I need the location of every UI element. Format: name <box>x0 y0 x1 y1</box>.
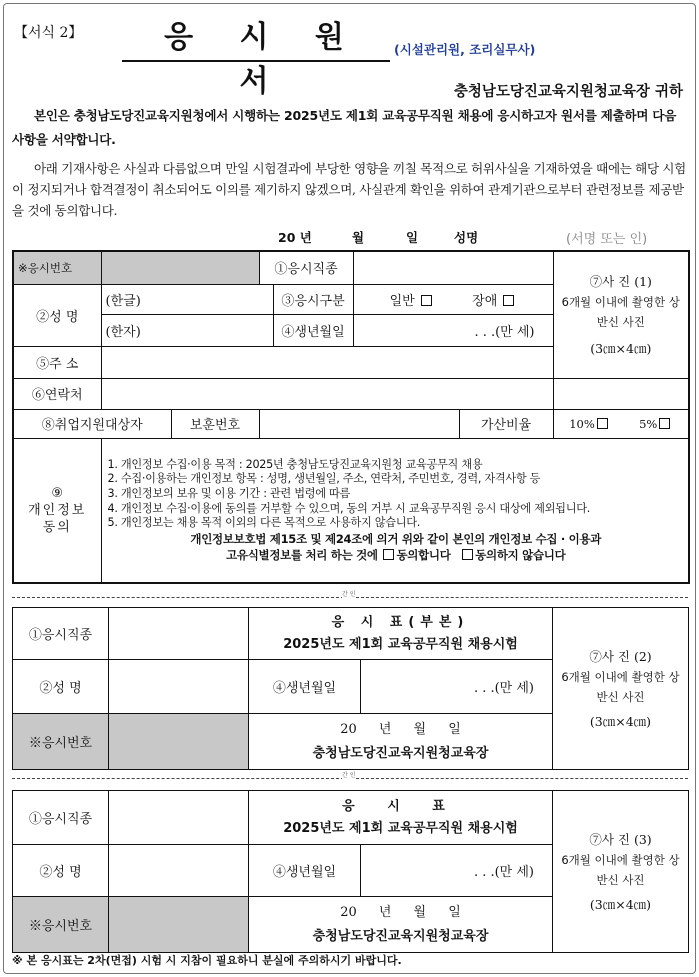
bonus-label: 가산비율 <box>459 409 553 438</box>
photo-box-3[interactable] <box>553 791 689 953</box>
category-disabled-label: 장애 <box>472 293 498 309</box>
category-label: ③응시구분 <box>273 284 353 314</box>
sign-label: 성명 <box>454 230 479 245</box>
ticket-main-exam-title: 2025년도 제1회 교육공무직원 채용시험 <box>283 820 518 836</box>
photo-title: ⑦사 진 (3) <box>589 831 652 847</box>
photo-desc: 6개월 이내에 촬영한 상반신 사진 <box>561 669 680 704</box>
veteran-no-field[interactable] <box>259 409 459 438</box>
consent-item: 3. 개인정보의 보유 및 이용 기간 : 관련 법령에 따름 <box>107 486 350 500</box>
consent-content <box>101 438 689 583</box>
sign-hint[interactable]: (서명 또는 인) <box>566 232 648 247</box>
consent-statement <box>108 531 685 563</box>
ticket-copy-heading: 응 시 표(부본) <box>331 614 470 630</box>
consent-statement-1: 개인정보보호법 제15조 및 제24조에 의거 위와 같이 본인의 개인정보 수집 · 이용과 <box>190 531 602 546</box>
photo-size: (3㎝×4㎝) <box>589 896 652 912</box>
consent-label <box>13 438 101 583</box>
consent-item: 4. 개인정보 수집·이용에 동의를 거부할 수 있으며, 동의 거부 시 교육공무직원 응시 대상에 제외됩니다. <box>107 501 590 515</box>
bonus-5-label: 5% <box>639 416 658 431</box>
photo-size: (3㎝×4㎝) <box>589 713 652 729</box>
birth-field[interactable]: . . .(만 세) <box>353 314 553 346</box>
contact-label: ⑥연락처 <box>13 378 101 409</box>
ticket-copy-issuer: 충청남도당진교육지원청교육장 <box>312 745 489 761</box>
footer-note: ※ 본 응시표는 2차(면접) 시험 시 지참이 필요하니 분실에 주의하시기 바랍니다. <box>12 954 402 967</box>
exam-no-field <box>101 251 259 284</box>
application-table <box>12 250 690 584</box>
ticket-main-table <box>12 790 689 953</box>
bonus-10-checkbox[interactable] <box>597 418 608 429</box>
photo-title: ⑦사 진 (1) <box>589 273 652 289</box>
ticket-copy-birth-label: ④생년월일 <box>249 660 361 714</box>
job-label: ①응시직종 <box>259 251 353 284</box>
ticket-main-name-label: ②성 명 <box>13 845 109 897</box>
photo-title: ⑦사 진 (2) <box>589 648 652 664</box>
ticket-copy-job-field[interactable] <box>109 608 249 660</box>
photo-box-1-bottom <box>553 378 689 409</box>
name-hangul-label: (한글) <box>105 293 141 309</box>
consent-item: 2. 수집·이용하는 개인정보 항목 : 성명, 생년월일, 주소, 연락처, 주민번호, 경력, 자격사항 등 <box>107 472 541 486</box>
job-field[interactable] <box>353 251 553 284</box>
cut-line <box>12 772 688 790</box>
consent-item: 1. 개인정보 수집·이용 목적 : 2025년 충청남도당진교육지원청 교육공무직 채용 <box>107 457 483 471</box>
consent-statement-2: 고유식별정보를 처리 하는 것에 <box>226 547 378 562</box>
photo-size: (3㎝×4㎝) <box>590 340 652 356</box>
photo-box-1[interactable] <box>553 251 689 378</box>
ticket-copy-exam-no-label: ※응시번호 <box>13 714 109 770</box>
pledge-text: 본인은 충청남도당진교육지원청에서 시행하는 2025년도 제1회 교육공무직원 채용에 응시하고자 원서를 제출하며 다음 사항을 서약합니다. <box>12 108 677 147</box>
consent-agree-checkbox[interactable] <box>383 549 394 560</box>
ticket-copy-birth-field[interactable]: . . .(만 세) <box>361 660 553 714</box>
name-hangul-field[interactable] <box>101 284 273 314</box>
signature-line <box>0 228 699 248</box>
ticket-main-heading-cell <box>249 791 553 845</box>
ticket-main-job-label: ①응시직종 <box>13 791 109 845</box>
date-day: 일 <box>406 230 419 245</box>
ticket-main-birth-label: ④생년월일 <box>249 845 361 897</box>
consent-disagree-label: 동의하지 않습니다 <box>475 547 566 562</box>
ticket-main-heading: 응 시 표 <box>342 798 459 814</box>
ticket-main-exam-no-label: ※응시번호 <box>13 897 109 953</box>
bonus-10-label: 10% <box>569 416 595 431</box>
photo-desc: 6개월 이내에 촬영한 상반신 사진 <box>561 294 680 329</box>
consent-label-num: ⑨ <box>51 485 64 501</box>
ticket-copy-exam-title: 2025년도 제1회 교육공무직원 채용시험 <box>283 636 518 652</box>
ticket-copy-name-field[interactable] <box>109 660 249 714</box>
cut-mark: 간 인 <box>342 772 356 779</box>
ticket-copy-table <box>12 607 689 770</box>
category-general-label: 일반 <box>389 293 415 309</box>
ticket-main-date: 20 년 월 일 <box>340 904 461 920</box>
ticket-main-issuer-cell <box>249 897 553 953</box>
ticket-copy-heading-cell <box>249 608 553 660</box>
ticket-copy-issuer-cell <box>249 714 553 770</box>
date-month: 월 <box>352 230 365 245</box>
category-disabled-checkbox[interactable] <box>503 295 514 306</box>
form-number: 【서식 2】 <box>14 25 83 41</box>
ticket-copy-job-label: ①응시직종 <box>13 608 109 660</box>
notice-text: 아래 기재사항은 사실과 다름없으며 만일 시험결과에 부당한 영향을 끼칠 목적으로 허위사실을 기재하였을 때에는 해당 시험이 정지되거나 합격결정이 취소되어도 이의를 제기하지 않겠으며, 사실관계 확인을 위하여 관계기관으로부터 관련정보를 제공받을 것에 동의합니다. <box>12 161 686 218</box>
bonus-5-checkbox[interactable] <box>659 418 670 429</box>
page-title: 응 시 원 서 <box>122 16 390 62</box>
ticket-main-exam-no-field <box>109 897 249 953</box>
photo-desc: 6개월 이내에 촬영한 상반신 사진 <box>561 852 680 887</box>
address-label: ⑤주 소 <box>13 346 101 378</box>
ticket-main-name-field[interactable] <box>109 845 249 897</box>
ticket-copy-exam-no-field <box>109 714 249 770</box>
name-hanja-label: (한자) <box>105 324 141 340</box>
birth-label: ④생년월일 <box>273 314 353 346</box>
address-field[interactable] <box>101 346 553 378</box>
name-hanja-field[interactable] <box>101 314 273 346</box>
addressee: 충청남도당진교육지원청교육장 귀하 <box>453 84 683 100</box>
veteran-label: ⑧취업지원대상자 <box>13 409 171 438</box>
veteran-no-label: 보훈번호 <box>171 409 259 438</box>
ticket-main-birth-field[interactable]: . . .(만 세) <box>361 845 553 897</box>
ticket-copy-name-label: ②성 명 <box>13 660 109 714</box>
consent-item: 5. 개인정보는 채용 목적 이외의 다른 목적으로 사용하지 않습니다. <box>107 516 421 530</box>
category-field <box>353 284 553 314</box>
cut-mark: 간 인 <box>342 591 356 598</box>
photo-box-2[interactable] <box>553 608 689 770</box>
consent-label-text: 개인정보 동의 <box>28 502 87 535</box>
consent-disagree-checkbox[interactable] <box>462 549 473 560</box>
consent-agree-label: 동의합니다 <box>396 547 451 562</box>
exam-no-label: ※응시번호 <box>13 251 101 284</box>
category-general-checkbox[interactable] <box>421 295 432 306</box>
date-year: 20 년 <box>278 230 312 245</box>
name-label: ②성 명 <box>13 284 101 346</box>
ticket-main-issuer: 충청남도당진교육지원청교육장 <box>312 928 489 944</box>
ticket-copy-date: 20 년 월 일 <box>340 721 461 737</box>
bonus-field <box>553 409 689 438</box>
page-subtitle: (시설관리원, 조리실무사) <box>394 42 536 57</box>
ticket-main-job-field[interactable] <box>109 791 249 845</box>
contact-field[interactable] <box>101 378 553 409</box>
